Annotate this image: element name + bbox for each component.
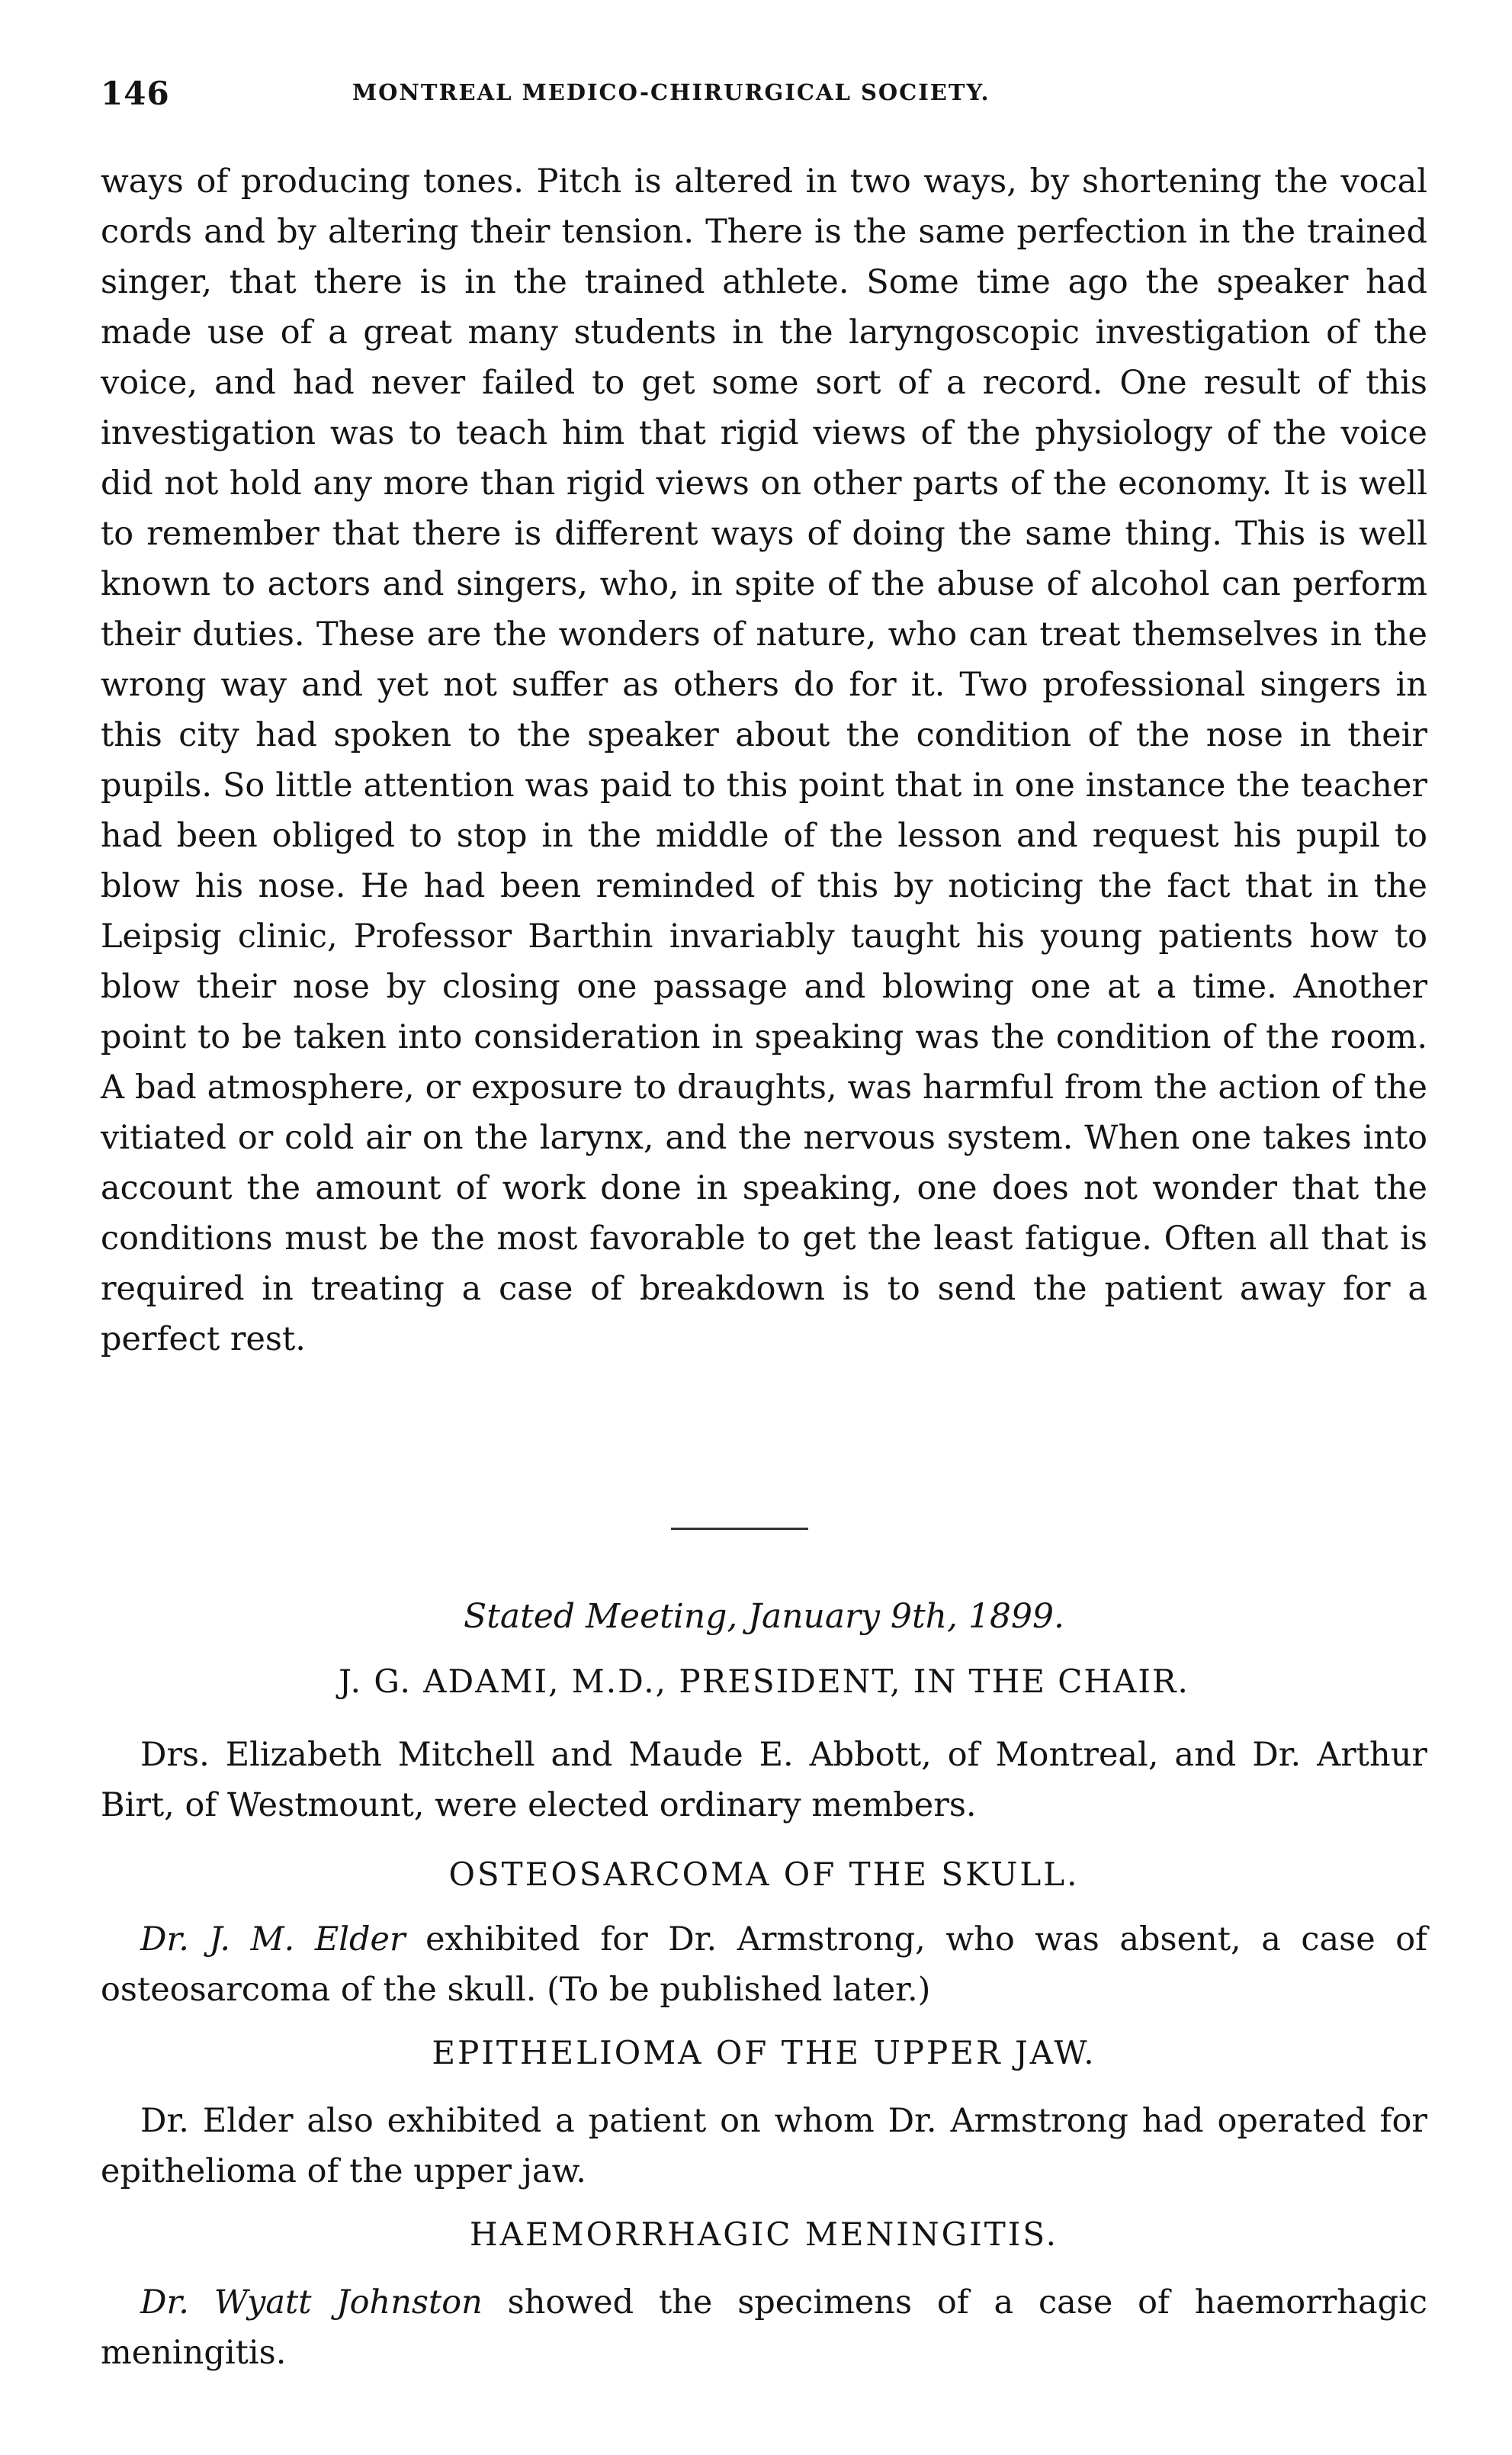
section-heading-epithelioma: EPITHELIOMA OF THE UPPER JAW. — [432, 2034, 1096, 2071]
running-title: MONTREAL MEDICO-CHIRURGICAL SOCIETY. — [352, 79, 990, 105]
continuation-paragraph: ways of producing tones. Pitch is altered in two ways, by shortening the vocal cords and by altering their tension. There is the same perfection in the trained singer, that there is in the trained athlete. Some time ago the speaker had made use of a great many students in the laryngoscopic investigation of the voice, and had never failed to get some sort of a record. One result of this investigation was to teach him that rigid views of the physiology of the voice did not hold any more than rigid views on other parts of the economy. It is well to remember that there is different ways of doing the same thing. This is well known to actors and singers, who, in spite of the abuse of alcohol can perform their duties. These are the wonders of nature, who can treat themselves in the wrong way and yet not suffer as others do for it. Two professional singers in this city had spoken to the speaker about the condition of the nose in their pupils. So little attention was paid to this point that in one instance the teacher had been obliged to stop in the middle of the lesson and request his pupil to blow his nose. He had been reminded of this by noticing the fact that in the Leipsig clinic, Professor Barthin invariably taught his young patients how to blow their nose by closing one passage and blowing one at a time. Another point to be taken into consideration in speaking was the condition of the room. A bad atmosphere, or exposure to draughts, was harmful from the action of the vitiated or cold air on the larynx, and the nervous system. When one takes into account the amount of work done in speaking, one does not wonder that the conditions must be the most favorable to get the least fatigue. Often all that is required in treating a case of breakdown is to send the patient away for a perfect rest. — [101, 162, 1427, 1358]
section-heading-osteosarcoma: OSTEOSARCOMA OF THE SKULL. — [448, 1856, 1080, 1893]
meeting-president: J. G. ADAMI, M.D., PRESIDENT, IN THE CHAIR. — [339, 1663, 1189, 1700]
section-text-osteosarcoma — [101, 1914, 1427, 2015]
section-text-epithelioma: Dr. Elder also exhibited a patient on whom Dr. Armstrong had operated for epithelioma of the upper jaw. — [101, 2102, 1427, 2190]
section-divider — [671, 1528, 808, 1530]
section-heading-meningitis: HAEMORRHAGIC MENINGITIS. — [469, 2216, 1058, 2253]
page-header — [101, 75, 1413, 113]
speaker-name: Dr. Wyatt Johnston — [140, 2283, 483, 2322]
meeting-title: Stated Meeting, January 9th, 1899. — [464, 1597, 1064, 1636]
page-number: 146 — [101, 75, 170, 112]
members-note: Drs. Elizabeth Mitchell and Maude E. Abbott, of Montreal, and Dr. Arthur Birt, of Westmount, were elected ordinary members. — [101, 1736, 1427, 1824]
speaker-name: Dr. J. M. Elder — [140, 1920, 406, 1959]
section-body: showed the specimens of a case of haemorrhagic meningitis. — [101, 2283, 1427, 2372]
section-text-meningitis — [101, 2277, 1427, 2378]
section-body: exhibited for Dr. Armstrong, who was absent, a case of osteosarcoma of the skull. (To be published later.) — [101, 1920, 1427, 2009]
